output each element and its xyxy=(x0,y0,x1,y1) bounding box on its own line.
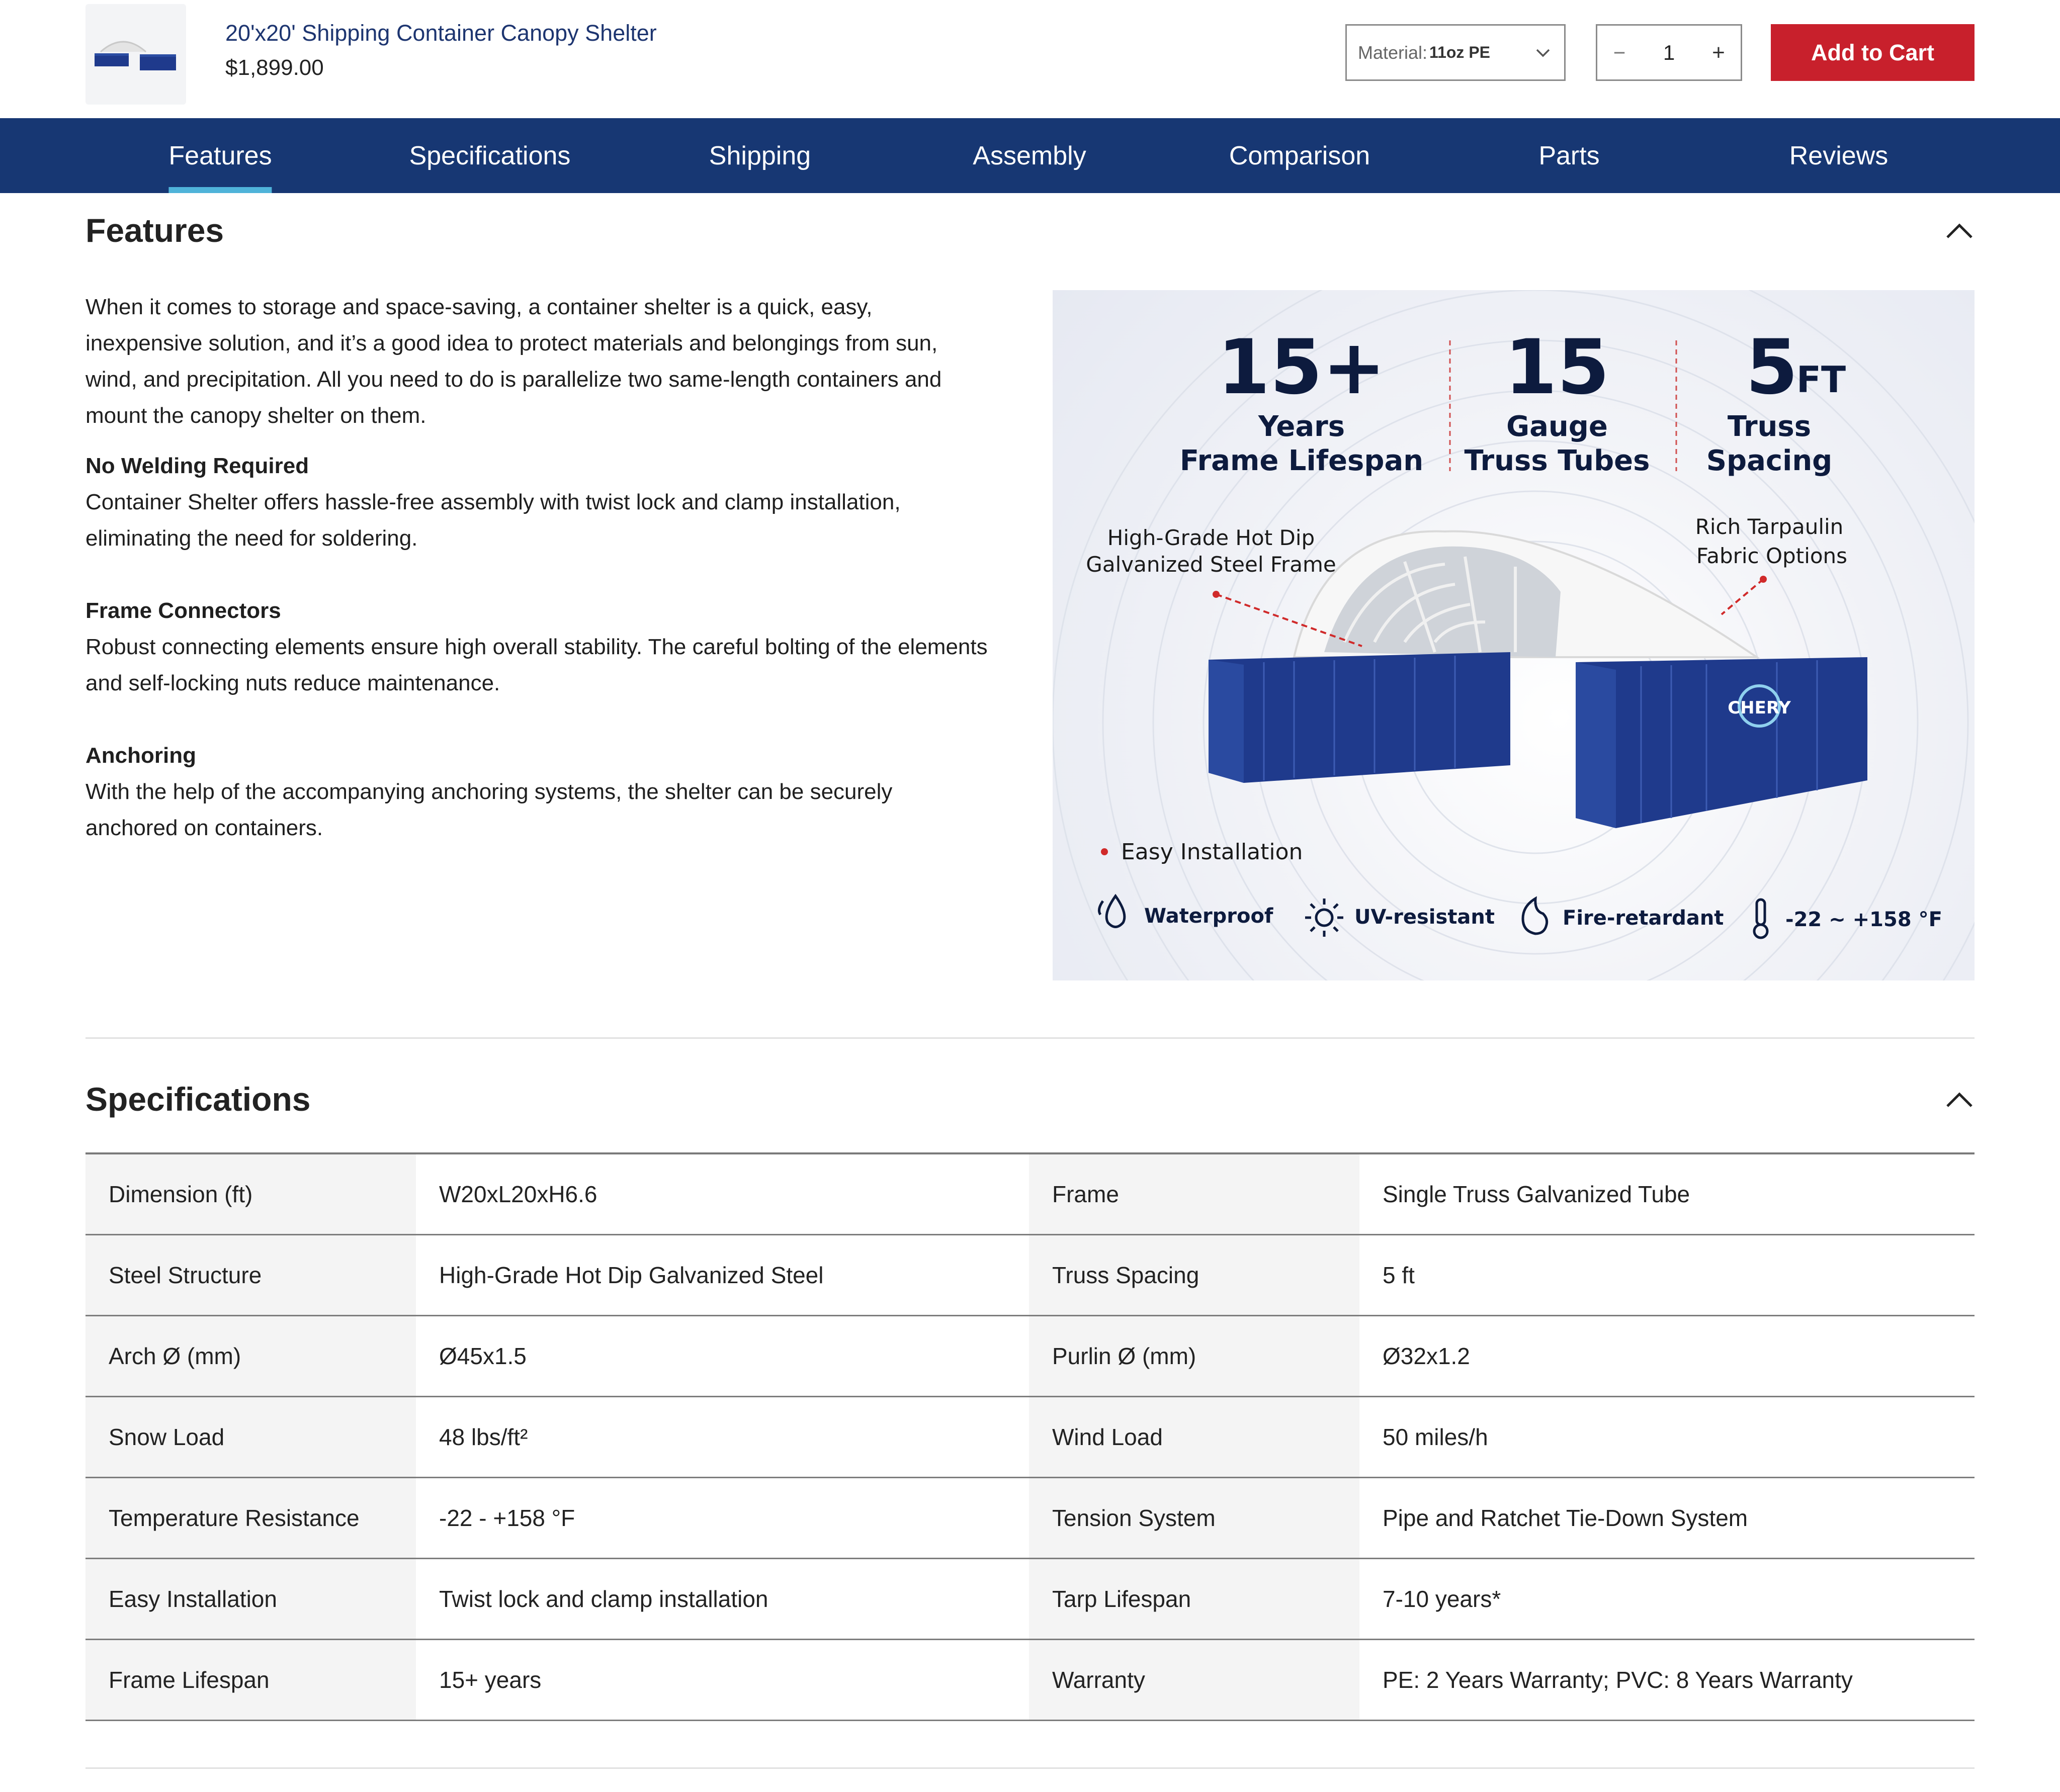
spec-label: Tarp Lifespan xyxy=(1029,1559,1359,1639)
spec-label: Snow Load xyxy=(85,1397,416,1477)
tab-features[interactable]: Features xyxy=(168,118,272,193)
spec-label: Easy Installation xyxy=(85,1559,416,1639)
spec-label: Steel Structure xyxy=(85,1235,416,1315)
spec-value: Ø32x1.2 xyxy=(1383,1343,1470,1369)
feature-text: With the help of the accompanying anchoring systems, the shelter can be securely anchored on containers. xyxy=(85,779,893,840)
bullet-dot xyxy=(1101,848,1108,855)
product-thumbnail[interactable] xyxy=(85,4,186,105)
stat-lifespan-line1: Years xyxy=(1258,410,1345,443)
badge-fire-retardant: Fire-retardant xyxy=(1563,907,1724,930)
spec-value: 5 ft xyxy=(1383,1262,1415,1288)
table-row xyxy=(85,1154,1975,1235)
stat-spacing-value: 5 xyxy=(1745,324,1798,411)
spec-value: PE: 2 Years Warranty; PVC: 8 Years Warranty xyxy=(1383,1667,1853,1693)
tab-comparison[interactable]: Comparison xyxy=(1229,141,1370,170)
stat-gauge-line2: Truss Tubes xyxy=(1464,444,1650,477)
features-intro: When it comes to storage and space-saving, a container shelter is a quick, easy, inexpensive solution, and it’s a good idea to protect materials and belongings from sun, wind, and precipitation. All you need to do is parallelize two same-length containers and mount the canopy shelter on them. xyxy=(85,295,942,428)
stat-lifespan-value: 15+ xyxy=(1217,324,1386,411)
spec-value: Twist lock and clamp installation xyxy=(439,1586,768,1612)
left-container xyxy=(1209,652,1510,783)
features-hero-image xyxy=(1053,290,1975,980)
feature-text: Robust connecting elements ensure high overall stability. The careful bolting of the elements and self-locking nuts reduce maintenance. xyxy=(85,635,988,695)
spec-value: Ø45x1.5 xyxy=(439,1343,527,1369)
chevron-up-icon[interactable] xyxy=(1944,1090,1975,1110)
badge-waterproof: Waterproof xyxy=(1144,905,1273,928)
sun-icon xyxy=(1305,899,1343,937)
chevron-down-icon xyxy=(1534,42,1552,64)
specifications-table xyxy=(85,1152,1975,1721)
stat-lifespan-line2: Frame Lifespan xyxy=(1179,444,1424,477)
material-select[interactable] xyxy=(1345,24,1566,81)
callout-frame-line2: Galvanized Steel Frame xyxy=(1086,552,1336,577)
table-row xyxy=(85,1316,1975,1397)
waterproof-icon xyxy=(1099,896,1124,927)
stat-gauge-line1: Gauge xyxy=(1506,410,1608,443)
table-row xyxy=(85,1478,1975,1559)
feature-heading: No Welding Required xyxy=(85,454,309,478)
spec-label: Frame xyxy=(1029,1154,1359,1234)
table-row xyxy=(85,1397,1975,1478)
spec-label: Temperature Resistance xyxy=(85,1478,416,1558)
features-text xyxy=(85,289,991,846)
product-price: $1,899.00 xyxy=(225,55,324,80)
feature-text: Container Shelter offers hassle-free assembly with twist lock and clamp installation, eliminating the need for soldering. xyxy=(85,490,901,551)
badge-temperature: -22 ~ +158 °F xyxy=(1785,908,1942,931)
tab-assembly[interactable]: Assembly xyxy=(973,141,1086,170)
spec-label: Tension System xyxy=(1029,1478,1359,1558)
product-name[interactable]: 20'x20' Shipping Container Canopy Shelter xyxy=(225,20,657,46)
table-row xyxy=(85,1559,1975,1640)
spec-label: Frame Lifespan xyxy=(85,1640,416,1720)
chevron-up-icon[interactable] xyxy=(1944,221,1975,241)
material-value: 11oz PE xyxy=(1429,43,1490,61)
spec-value: Single Truss Galvanized Tube xyxy=(1383,1181,1690,1207)
table-row xyxy=(85,1640,1975,1721)
feature-heading: Frame Connectors xyxy=(85,598,281,623)
spec-value: W20xL20xH6.6 xyxy=(439,1181,597,1207)
spec-value: 15+ years xyxy=(439,1667,542,1693)
specifications-title: Specifications xyxy=(85,1081,311,1118)
stat-gauge-value: 15 xyxy=(1504,324,1610,411)
quantity-decrement-button[interactable]: − xyxy=(1613,40,1626,64)
callout-frame-line1: High-Grade Hot Dip xyxy=(1107,525,1315,550)
spec-label: Wind Load xyxy=(1029,1397,1359,1477)
tab-shipping[interactable]: Shipping xyxy=(709,141,811,170)
table-row xyxy=(85,1235,1975,1316)
easy-install-label: Easy Installation xyxy=(1121,839,1303,865)
spec-label: Warranty xyxy=(1029,1640,1359,1720)
tab-specifications[interactable]: Specifications xyxy=(409,141,571,170)
callout-fabric-line2: Fabric Options xyxy=(1696,544,1848,568)
product-bar xyxy=(0,0,2060,118)
quantity-stepper xyxy=(1596,24,1742,81)
stat-spacing-line2: Spacing xyxy=(1706,444,1833,477)
spec-value: -22 - +158 °F xyxy=(439,1505,575,1531)
tab-parts[interactable]: Parts xyxy=(1538,141,1600,170)
features-title: Features xyxy=(85,212,224,249)
brand-logo-text: CHERY xyxy=(1728,698,1791,718)
stat-spacing-unit: FT xyxy=(1796,359,1846,401)
add-to-cart-button[interactable]: Add to Cart xyxy=(1771,24,1975,81)
spec-value: 48 lbs/ft² xyxy=(439,1424,528,1450)
section-divider xyxy=(85,1037,1975,1039)
thermometer-icon xyxy=(1754,900,1767,938)
spec-value: Pipe and Ratchet Tie-Down System xyxy=(1383,1505,1748,1531)
right-container xyxy=(1576,657,1867,828)
material-label: Material: xyxy=(1358,42,1428,63)
callout-fabric-line1: Rich Tarpaulin xyxy=(1695,514,1844,539)
badge-uv-resistant: UV-resistant xyxy=(1354,906,1495,929)
spec-label: Truss Spacing xyxy=(1029,1235,1359,1315)
spec-label: Arch Ø (mm) xyxy=(85,1316,416,1396)
quantity-input[interactable]: 1 xyxy=(1663,40,1675,64)
section-divider xyxy=(85,1767,1975,1769)
container-shelter-thumbnail-image xyxy=(85,4,186,105)
feature-heading: Anchoring xyxy=(85,743,196,768)
section-tabs xyxy=(0,118,2060,193)
spec-label: Purlin Ø (mm) xyxy=(1029,1316,1359,1396)
hero-infographic xyxy=(1053,290,1975,980)
spec-value: High-Grade Hot Dip Galvanized Steel xyxy=(439,1262,824,1288)
tab-reviews[interactable]: Reviews xyxy=(1789,141,1889,170)
spec-value: 50 miles/h xyxy=(1383,1424,1488,1450)
spec-value: 7-10 years* xyxy=(1383,1586,1501,1612)
quantity-increment-button[interactable]: + xyxy=(1712,40,1725,65)
stat-spacing-line1: Truss xyxy=(1727,410,1812,443)
spec-label: Dimension (ft) xyxy=(85,1154,416,1234)
